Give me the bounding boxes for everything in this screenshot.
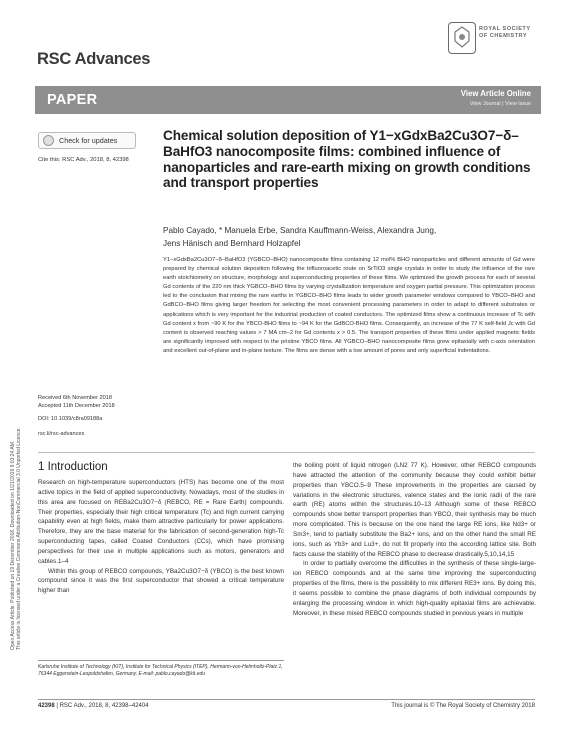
license-line-1[interactable]: Open Access Article. Published on 19 December 2018. Downloaded on 1/21/2019 9:03:24 AM.: [10, 440, 16, 650]
view-journal-issue-links[interactable]: View Journal | View Issue: [469, 101, 531, 107]
body-column-left: [38, 478, 284, 596]
accepted-date: Accepted 11th December 2018: [38, 403, 115, 409]
publisher-logo-text: ROYAL SOCIETY OF CHEMISTRY: [479, 26, 531, 39]
article-type-banner: [35, 86, 541, 114]
publisher-logo: [448, 18, 548, 62]
article-title: Chemical solution deposition of Y1−xGdxBa2Cu3O7−δ–BaHfO3 nanocomposite films: combined influence of nanoparticles and rare-earth mixing on growth conditions and transport properties: [163, 128, 531, 191]
paragraph: Research on high-temperature superconductors (HTS) has become one of the most active topics in the field of applied superconductivity. Nowadays, most of the studies in this area are focused on REBa2Cu3O7−δ (REBCO, RE = Rare Earth) compounds. Their properties, especially their high critical temperature (Tc) and high current carrying capability even at high fields, make them attractive particularly for power applications. Therefore, they are the base material for the fabrication of second-generation high-Tc superconducting tapes, called Coated Conductors (CCs), which have promising perspectives for their use in multiple applications such as motors, generators and cables.1–4: [38, 479, 284, 565]
footnote-divider: [38, 660, 284, 661]
section-heading: 1 Introduction: [38, 461, 108, 473]
footer-citation: 42398 | RSC Adv., 2018, 8, 42398–42404: [38, 703, 149, 709]
journal-name: RSC Advances: [37, 50, 151, 68]
abstract: Y1−xGdxBa2Cu3O7−δ–BaHfO3 (YGBCO–BHO) nanocomposite films containing 12 mol% BHO nanoparticles and different amounts of Gd were prepared by chemical solution deposition following the trifluoroacetic route on SrTiO3 single crystals in order to study the influence of the rare earth stoichiometry on structure, morphology and superconducting properties of these films. We optimized the growth process for each of several Gd contents of the 220 nm thick YGBCO–BHO films by varying crystallization temperature and oxygen partial pressure. This optimization process led to the conclusion that mixing the rare earths in YGBCO–BHO films leads to wider growth parameter windows compared to YBCO–BHO and GdBCO–BHO films giving larger freedom for selecting the most convenient processing parameters in order to adapt to different substrates or applications which is very important for the industrial production of coated conductors. The optimized films show a continuous increase of Tc with Gd content x from ~90 K for the YBCO-BHO films to ~94 K for the GdBCO-BHO films. Consequently, an increase of the 77 K self-field Jc with Gd content is observed reaching values > 7 MA cm−2 for Gd contents x > 0.5. The transport properties of these films under applied magnetic fields are significantly improved with respect to the pristine YBCO films. All YGBCO–BHO nanocomposite films grew epitaxially with c-axis orientation and excellent out-of-plane and in-plane texture. The films are dense with a low amount of pores and only superficial indentations.: [163, 257, 535, 354]
check-for-updates-label: Check for updates: [59, 136, 118, 145]
article-dates: [38, 394, 115, 410]
footer-divider: [38, 699, 535, 700]
body-column-right: [293, 461, 536, 619]
paragraph: In order to partially overcome the difficulties in the synthesis of these single-large-ion REBCO compounds and at the same time improving the superconducting properties of the films, there is the possibility to mix different RE3+ ions. By doing this, it seems possible to combine the phase diagrams of both individual compounds by enlarging the processing window in which high-quality epitaxial films are achievable. Moreover, in these mixed REBCO compounds studied in previous years in multiple: [293, 560, 536, 617]
paragraph: Within this group of REBCO compounds, YBa2Cu3O7−δ (YBCO) is the best known compound since it was the first superconductor that showed a critical temperature higher than: [38, 567, 284, 595]
crossmark-icon: [43, 135, 54, 146]
affiliation-footnote: Karlsruhe Institute of Technology (KIT), Institute for Technical Physics (ITEP), Hermann-von-Helmholtz-Platz 1, 76344 Eggenstein-Leopoldshafen, Germany. E-mail: pablo.cayado@kit.edu: [38, 664, 283, 678]
footer-copyright: This journal is © The Royal Society of Chemistry 2018: [391, 703, 535, 709]
check-for-updates-button[interactable]: [38, 132, 136, 149]
received-date: Received 6th November 2018: [38, 395, 113, 401]
doi[interactable]: DOI: 10.1039/c8ra09188a: [38, 416, 103, 422]
view-article-online-link[interactable]: View Article Online: [460, 89, 531, 98]
article-type: PAPER: [47, 92, 98, 108]
license-sidebar: [10, 110, 24, 650]
license-line-2[interactable]: This article is licensed under a Creative Commons Attribution-NonCommercial 3.0 Unported Licence.: [16, 427, 23, 650]
crest-icon: [448, 22, 476, 54]
paragraph: the boiling point of liquid nitrogen (LN2 77 K). However, other REBCO compounds have attracted the attention of the community because they could exhibit better properties than YBCO.5–9 These improvements in the properties are caused by variations in the electronic structures, valence states and the ionic radii of the rare earth (RE) atoms within the structures.10–13 Although some of these REBCO compounds show better transport properties than YBCO, their synthesis may be much more complicated. This is because on the one hand the large RE ions, like Nd3+ or Sm3+, tend to partially substitute the Ba2+ ions, and on the other hand the small RE ions, such as Yb3+ and Lu3+, do not fit properly into the according lattice site. Both facts cause the stability of the REBCO phase to decrease drastically.5,10,14,15: [293, 462, 536, 558]
journal-website[interactable]: rsc.li/rsc-advances: [38, 431, 85, 437]
section-divider: [38, 452, 535, 453]
citation-line: Cite this: RSC Adv., 2018, 8, 42398: [38, 157, 129, 163]
author-list: Pablo Cayado, * Manuela Erbe, Sandra Kauffmann-Weiss, Alexandra Jung, Jens Hänisch and Bernhard Holzapfel: [163, 226, 437, 248]
